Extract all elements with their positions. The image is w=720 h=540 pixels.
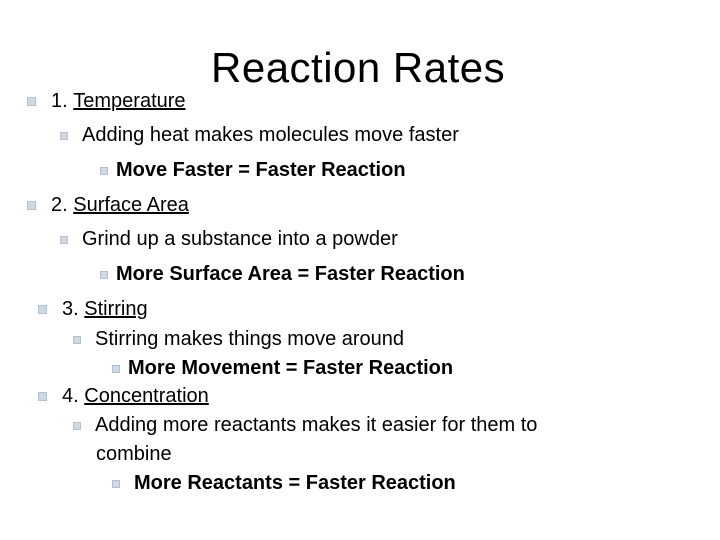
result-text: Move Faster = Faster Reaction [116,159,406,181]
bullet-icon [27,97,36,106]
detail-concentration [73,414,537,437]
bullet-icon [100,271,108,279]
bullet-icon [60,236,68,244]
bullet-icon [112,365,120,373]
item-number: 3. [62,298,79,320]
result-text: More Reactants = Faster Reaction [134,472,456,494]
detail-stirring [73,328,404,351]
detail-text-line2: combine [96,443,172,465]
bullet-icon [112,480,120,488]
topic-surface-area: Surface Area [73,194,189,216]
bullet-icon [100,167,108,175]
result-surface-area [100,263,465,286]
result-text: More Movement = Faster Reaction [128,357,454,379]
detail-text-line1: Adding more reactants makes it easier for them to [95,414,538,436]
list-item-concentration [38,385,209,408]
detail-temperature [60,124,459,147]
topic-stirring: Stirring [84,298,148,320]
detail-concentration-cont [96,443,172,466]
bullet-icon [60,132,68,140]
detail-surface-area [60,228,398,251]
result-stirring [112,357,453,380]
bullet-icon [38,392,47,401]
slide-title: Reaction Rates [211,44,506,91]
detail-text: Adding heat makes molecules move faster [82,124,459,146]
result-temperature [100,159,406,182]
list-item-stirring [38,298,148,321]
bullet-icon [27,201,36,210]
item-number: 2. [51,194,68,216]
bullet-icon [73,336,81,344]
topic-concentration: Concentration [84,385,209,407]
result-text: More Surface Area = Faster Reaction [116,263,465,285]
topic-temperature: Temperature [73,90,186,112]
item-number: 4. [62,385,79,407]
detail-text: Stirring makes things move around [95,328,405,350]
list-item-surface-area [27,194,189,217]
detail-text: Grind up a substance into a powder [82,228,398,250]
result-concentration [112,472,456,495]
bullet-icon [73,422,81,430]
list-item-temperature [27,90,186,113]
item-number: 1. [51,90,68,112]
bullet-icon [38,305,47,314]
